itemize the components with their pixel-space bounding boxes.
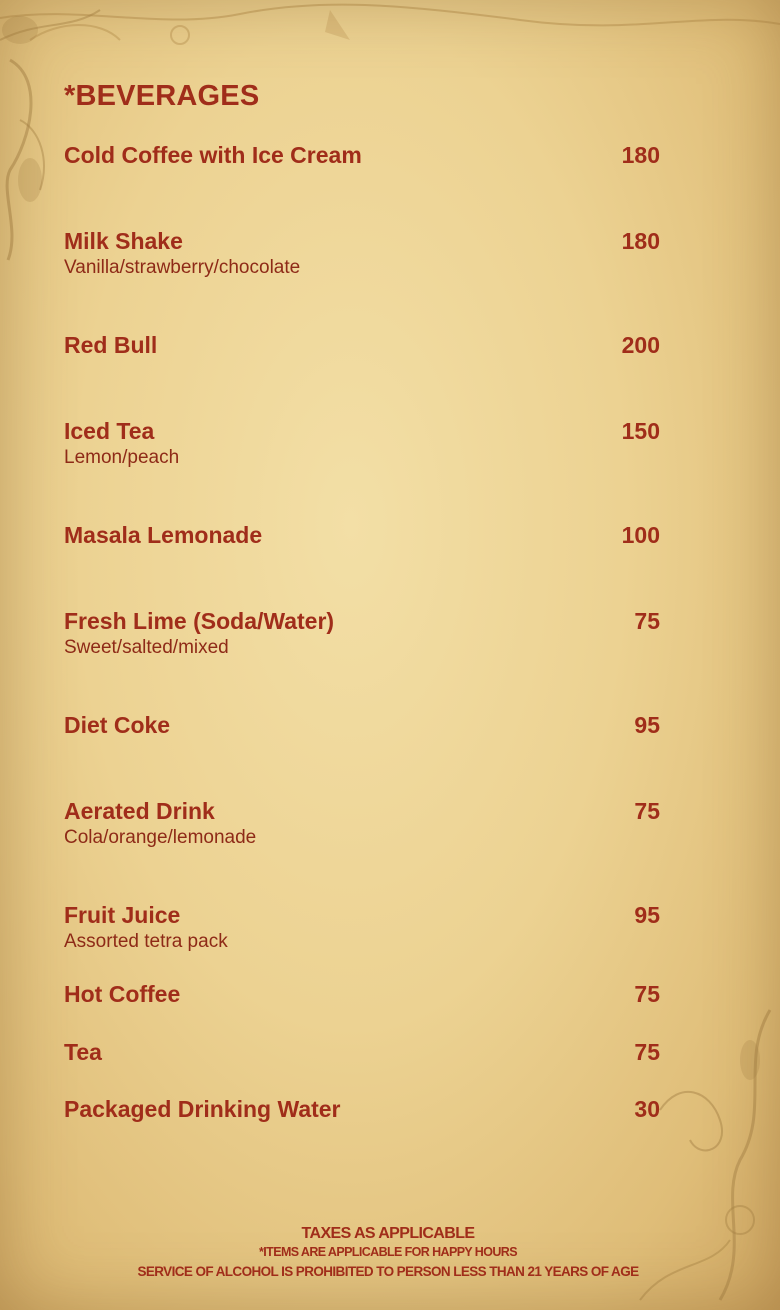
top-border-ornament [0, 0, 780, 70]
item-price: 95 [634, 902, 660, 928]
menu-item [64, 522, 660, 549]
menu-item [64, 981, 660, 1008]
menu-item [64, 798, 660, 849]
item-name: Fresh Lime (Soda/Water) [64, 608, 335, 634]
item-price: 100 [621, 522, 660, 548]
item-price: 180 [621, 228, 660, 254]
item-description: Lemon/peach [64, 447, 180, 468]
menu-item [64, 332, 660, 359]
item-price: 30 [634, 1096, 660, 1122]
menu-item [64, 712, 660, 739]
item-name: Fruit Juice [64, 902, 181, 928]
item-description: Vanilla/strawberry/chocolate [64, 257, 301, 278]
item-price: 75 [634, 981, 660, 1007]
item-description: Cola/orange/lemonade [64, 827, 257, 848]
menu-item [64, 902, 660, 953]
item-name: Hot Coffee [64, 981, 181, 1007]
item-price: 75 [634, 1039, 660, 1065]
item-price: 75 [634, 608, 660, 634]
menu-item [64, 142, 660, 169]
menu-item [64, 418, 660, 469]
menu-item [64, 1096, 660, 1123]
item-price: 180 [621, 142, 660, 168]
footer-happy-hours-note: *ITEMS ARE APPLICABLE FOR HAPPY HOURS [259, 1245, 517, 1259]
menu-item [64, 228, 660, 279]
item-name: Masala Lemonade [64, 522, 263, 548]
item-price: 75 [634, 798, 660, 824]
menu-section-title: *BEVERAGES [64, 80, 260, 112]
item-description: Sweet/salted/mixed [64, 637, 229, 658]
footer-alcohol-note: SERVICE OF ALCOHOL IS PROHIBITED TO PERSON LESS THAN 21 YEARS OF AGE [137, 1264, 639, 1279]
item-description: Assorted tetra pack [64, 931, 228, 952]
menu-item [64, 608, 660, 659]
item-name: Iced Tea [64, 418, 155, 444]
item-name: Tea [64, 1039, 102, 1065]
item-price: 95 [634, 712, 660, 738]
item-price: 150 [621, 418, 660, 444]
menu-item [64, 1039, 660, 1066]
item-name: Milk Shake [64, 228, 183, 254]
item-price: 200 [621, 332, 660, 358]
footer-taxes-note: TAXES AS APPLICABLE [301, 1225, 475, 1242]
item-name: Aerated Drink [64, 798, 215, 824]
item-name: Diet Coke [64, 712, 171, 738]
item-name: Cold Coffee with Ice Cream [64, 142, 362, 168]
item-name: Packaged Drinking Water [64, 1096, 341, 1122]
item-name: Red Bull [64, 332, 158, 358]
